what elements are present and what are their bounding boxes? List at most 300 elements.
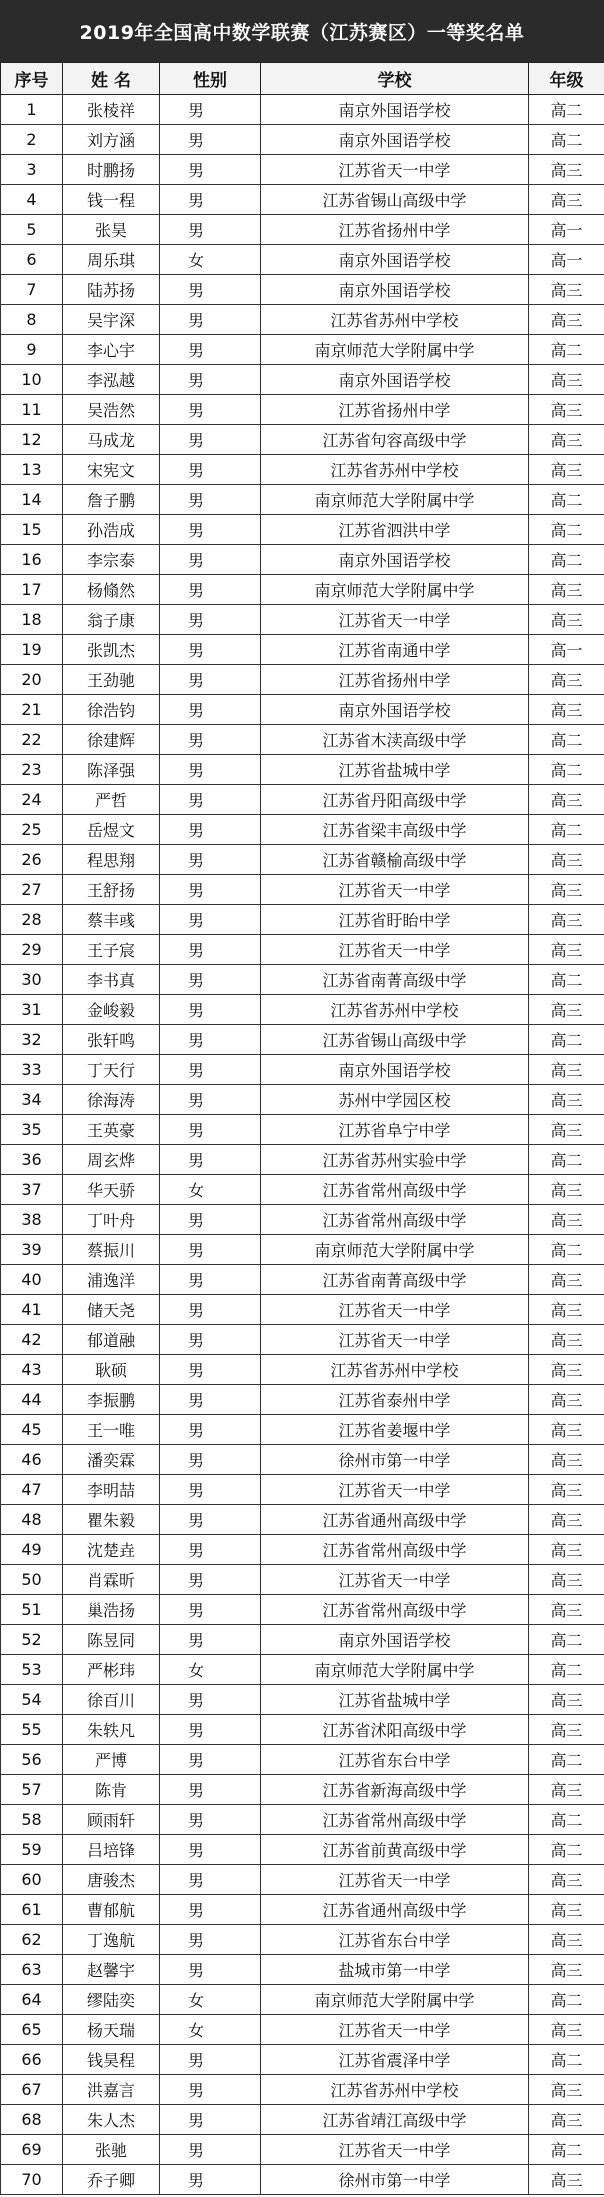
table-row (1, 185, 604, 215)
cell-no: 23 (1, 755, 63, 785)
table-row (1, 665, 604, 695)
cell-school: 江苏省天一中学 (261, 2135, 529, 2165)
cell-grade: 高三 (529, 275, 604, 305)
table-row (1, 1955, 604, 1985)
cell-no: 10 (1, 365, 63, 395)
cell-school: 江苏省震泽中学 (261, 2045, 529, 2075)
cell-name: 李明喆 (63, 1475, 160, 1505)
cell-gender: 男 (160, 1085, 261, 1115)
header-name: 姓 名 (63, 63, 160, 95)
cell-gender: 男 (160, 95, 261, 125)
cell-school: 南京师范大学附属中学 (261, 1985, 529, 2015)
cell-name: 陈肯 (63, 1775, 160, 1805)
cell-grade: 高二 (529, 965, 604, 995)
cell-no: 64 (1, 1985, 63, 2015)
table-row (1, 785, 604, 815)
cell-gender: 男 (160, 1355, 261, 1385)
cell-grade: 高二 (529, 1625, 604, 1655)
cell-no: 66 (1, 2045, 63, 2075)
cell-name: 肖霖昕 (63, 1565, 160, 1595)
cell-gender: 男 (160, 155, 261, 185)
cell-grade: 高三 (529, 1445, 604, 1475)
cell-no: 68 (1, 2105, 63, 2135)
cell-school: 南京师范大学附属中学 (261, 1655, 529, 1685)
cell-gender: 男 (160, 1265, 261, 1295)
table-row (1, 1655, 604, 1685)
cell-name: 张棱祥 (63, 95, 160, 125)
cell-gender: 男 (160, 485, 261, 515)
table-row (1, 2045, 604, 2075)
table-row (1, 1265, 604, 1295)
cell-grade: 高二 (529, 2045, 604, 2075)
cell-name: 杨翛然 (63, 575, 160, 605)
table-row (1, 1865, 604, 1895)
cell-grade: 高二 (529, 1145, 604, 1175)
cell-school: 江苏省东台中学 (261, 1745, 529, 1775)
cell-name: 岳煜文 (63, 815, 160, 845)
cell-school: 江苏省泗洪中学 (261, 515, 529, 545)
cell-grade: 高三 (529, 1385, 604, 1415)
cell-gender: 男 (160, 1535, 261, 1565)
table-row (1, 635, 604, 665)
cell-grade: 高二 (529, 1655, 604, 1685)
cell-gender: 男 (160, 965, 261, 995)
cell-grade: 高二 (529, 515, 604, 545)
cell-gender: 男 (160, 2075, 261, 2105)
cell-school: 江苏省苏州中学校 (261, 455, 529, 485)
table-row (1, 1835, 604, 1865)
table-row (1, 515, 604, 545)
cell-name: 陈泽强 (63, 755, 160, 785)
table-row (1, 575, 604, 605)
cell-name: 詹子鹏 (63, 485, 160, 515)
cell-name: 吕培锋 (63, 1835, 160, 1865)
cell-no: 26 (1, 845, 63, 875)
cell-school: 江苏省天一中学 (261, 875, 529, 905)
cell-no: 61 (1, 1895, 63, 1925)
header-no: 序号 (1, 63, 63, 95)
cell-no: 46 (1, 1445, 63, 1475)
cell-no: 56 (1, 1745, 63, 1775)
cell-school: 江苏省天一中学 (261, 935, 529, 965)
table-row (1, 1895, 604, 1925)
cell-name: 缪陆奕 (63, 1985, 160, 2015)
cell-name: 赵馨宇 (63, 1955, 160, 1985)
cell-name: 徐海涛 (63, 1085, 160, 1115)
cell-gender: 男 (160, 1805, 261, 1835)
cell-grade: 高三 (529, 1865, 604, 1895)
cell-school: 南京师范大学附属中学 (261, 335, 529, 365)
cell-name: 华天骄 (63, 1175, 160, 1205)
cell-name: 吴浩然 (63, 395, 160, 425)
cell-no: 47 (1, 1475, 63, 1505)
table-row (1, 1925, 604, 1955)
table-row (1, 2135, 604, 2165)
cell-school: 南京外国语学校 (261, 695, 529, 725)
cell-no: 58 (1, 1805, 63, 1835)
cell-gender: 男 (160, 275, 261, 305)
cell-gender: 男 (160, 1865, 261, 1895)
cell-grade: 高二 (529, 125, 604, 155)
cell-school: 南京外国语学校 (261, 125, 529, 155)
table-row (1, 1595, 604, 1625)
cell-grade: 高二 (529, 1025, 604, 1055)
cell-grade: 高二 (529, 545, 604, 575)
cell-no: 30 (1, 965, 63, 995)
cell-grade: 高三 (529, 1475, 604, 1505)
cell-no: 27 (1, 875, 63, 905)
cell-school: 江苏省天一中学 (261, 1295, 529, 1325)
cell-school: 江苏省常州高级中学 (261, 1205, 529, 1235)
cell-gender: 男 (160, 785, 261, 815)
cell-grade: 高三 (529, 455, 604, 485)
cell-no: 24 (1, 785, 63, 815)
table-row (1, 1685, 604, 1715)
cell-no: 59 (1, 1835, 63, 1865)
table-row (1, 1565, 604, 1595)
cell-school: 江苏省扬州中学 (261, 395, 529, 425)
table-row (1, 1535, 604, 1565)
cell-no: 51 (1, 1595, 63, 1625)
cell-grade: 高三 (529, 995, 604, 1025)
cell-grade: 高三 (529, 395, 604, 425)
cell-gender: 男 (160, 515, 261, 545)
cell-school: 江苏省新海高级中学 (261, 1775, 529, 1805)
table-row (1, 1475, 604, 1505)
cell-grade: 高三 (529, 605, 604, 635)
cell-gender: 男 (160, 125, 261, 155)
table-row (1, 905, 604, 935)
cell-grade: 高三 (529, 1895, 604, 1925)
cell-grade: 高三 (529, 1595, 604, 1625)
cell-no: 54 (1, 1685, 63, 1715)
table-row (1, 1145, 604, 1175)
cell-name: 翁子康 (63, 605, 160, 635)
cell-gender: 男 (160, 995, 261, 1025)
cell-grade: 高三 (529, 935, 604, 965)
cell-gender: 男 (160, 1895, 261, 1925)
cell-school: 江苏省常州高级中学 (261, 1595, 529, 1625)
cell-gender: 男 (160, 545, 261, 575)
cell-grade: 高三 (529, 2015, 604, 2045)
cell-school: 南京外国语学校 (261, 275, 529, 305)
cell-gender: 男 (160, 1505, 261, 1535)
cell-grade: 高三 (529, 1925, 604, 1955)
cell-name: 周乐琪 (63, 245, 160, 275)
cell-grade: 高二 (529, 725, 604, 755)
cell-name: 王子宸 (63, 935, 160, 965)
cell-grade: 高二 (529, 95, 604, 125)
table-row (1, 1745, 604, 1775)
cell-no: 60 (1, 1865, 63, 1895)
award-table (0, 62, 604, 2195)
cell-name: 李宗泰 (63, 545, 160, 575)
cell-school: 江苏省句容高级中学 (261, 425, 529, 455)
table-row (1, 395, 604, 425)
cell-school: 江苏省天一中学 (261, 1475, 529, 1505)
table-row (1, 1205, 604, 1235)
cell-no: 35 (1, 1115, 63, 1145)
cell-grade: 高三 (529, 1535, 604, 1565)
cell-no: 70 (1, 2165, 63, 2195)
cell-grade: 高二 (529, 1745, 604, 1775)
cell-name: 王一唯 (63, 1415, 160, 1445)
cell-grade: 高三 (529, 2075, 604, 2105)
table-row (1, 2165, 604, 2195)
table-row (1, 1325, 604, 1355)
cell-grade: 高二 (529, 2135, 604, 2165)
table-body (1, 95, 604, 2195)
cell-name: 马成龙 (63, 425, 160, 455)
cell-no: 48 (1, 1505, 63, 1535)
cell-gender: 男 (160, 1235, 261, 1265)
cell-gender: 女 (160, 1655, 261, 1685)
cell-gender: 男 (160, 365, 261, 395)
cell-gender: 男 (160, 1385, 261, 1415)
cell-grade: 高三 (529, 2165, 604, 2195)
cell-name: 刘方涵 (63, 125, 160, 155)
cell-school: 江苏省木渎高级中学 (261, 725, 529, 755)
table-row (1, 455, 604, 485)
table-row (1, 1085, 604, 1115)
cell-school: 江苏省锡山高级中学 (261, 1025, 529, 1055)
cell-grade: 高三 (529, 1085, 604, 1115)
cell-grade: 高三 (529, 425, 604, 455)
cell-name: 王英豪 (63, 1115, 160, 1145)
cell-no: 4 (1, 185, 63, 215)
cell-school: 南京外国语学校 (261, 365, 529, 395)
cell-school: 江苏省阜宁中学 (261, 1115, 529, 1145)
cell-grade: 高三 (529, 1415, 604, 1445)
cell-name: 洪嘉言 (63, 2075, 160, 2105)
table-row (1, 305, 604, 335)
table-row (1, 545, 604, 575)
cell-name: 瞿朱毅 (63, 1505, 160, 1535)
cell-gender: 男 (160, 1145, 261, 1175)
cell-no: 33 (1, 1055, 63, 1085)
cell-gender: 男 (160, 2165, 261, 2195)
cell-no: 21 (1, 695, 63, 725)
cell-grade: 高二 (529, 485, 604, 515)
table-header-row (1, 63, 604, 95)
cell-no: 25 (1, 815, 63, 845)
cell-school: 江苏省苏州中学校 (261, 1355, 529, 1385)
cell-grade: 高三 (529, 365, 604, 395)
table-row (1, 995, 604, 1025)
cell-school: 南京师范大学附属中学 (261, 1235, 529, 1265)
table-row (1, 875, 604, 905)
cell-no: 7 (1, 275, 63, 305)
cell-name: 严哲 (63, 785, 160, 815)
cell-name: 徐建辉 (63, 725, 160, 755)
cell-grade: 高三 (529, 845, 604, 875)
cell-grade: 高二 (529, 815, 604, 845)
cell-school: 江苏省赣榆高级中学 (261, 845, 529, 875)
cell-no: 45 (1, 1415, 63, 1445)
table-row (1, 2015, 604, 2045)
cell-gender: 男 (160, 185, 261, 215)
cell-no: 17 (1, 575, 63, 605)
cell-name: 钱昊程 (63, 2045, 160, 2075)
cell-no: 6 (1, 245, 63, 275)
cell-name: 朱人杰 (63, 2105, 160, 2135)
table-row (1, 965, 604, 995)
cell-no: 3 (1, 155, 63, 185)
cell-name: 金峻毅 (63, 995, 160, 1025)
cell-gender: 男 (160, 605, 261, 635)
cell-gender: 男 (160, 815, 261, 845)
cell-school: 江苏省常州高级中学 (261, 1535, 529, 1565)
cell-grade: 高三 (529, 1775, 604, 1805)
cell-gender: 男 (160, 455, 261, 485)
cell-grade: 高三 (529, 1565, 604, 1595)
cell-name: 陆苏扬 (63, 275, 160, 305)
table-row (1, 2075, 604, 2105)
cell-school: 江苏省常州高级中学 (261, 1805, 529, 1835)
cell-school: 江苏省扬州中学 (261, 665, 529, 695)
cell-grade: 高三 (529, 575, 604, 605)
cell-grade: 高三 (529, 1685, 604, 1715)
cell-school: 江苏省苏州实验中学 (261, 1145, 529, 1175)
cell-grade: 高二 (529, 1235, 604, 1265)
cell-no: 44 (1, 1385, 63, 1415)
cell-no: 20 (1, 665, 63, 695)
cell-grade: 高二 (529, 755, 604, 785)
cell-gender: 男 (160, 1475, 261, 1505)
table-row (1, 1775, 604, 1805)
cell-name: 张轩鸣 (63, 1025, 160, 1055)
table-row (1, 1805, 604, 1835)
cell-name: 时鹏扬 (63, 155, 160, 185)
table-row (1, 755, 604, 785)
cell-gender: 男 (160, 635, 261, 665)
table-row (1, 275, 604, 305)
cell-no: 2 (1, 125, 63, 155)
cell-no: 40 (1, 1265, 63, 1295)
cell-grade: 高三 (529, 1115, 604, 1145)
cell-gender: 男 (160, 1415, 261, 1445)
cell-no: 29 (1, 935, 63, 965)
cell-no: 50 (1, 1565, 63, 1595)
cell-gender: 男 (160, 1295, 261, 1325)
cell-name: 丁逸航 (63, 1925, 160, 1955)
cell-gender: 女 (160, 2015, 261, 2045)
cell-gender: 男 (160, 335, 261, 365)
cell-school: 江苏省盐城中学 (261, 1685, 529, 1715)
cell-school: 江苏省天一中学 (261, 1565, 529, 1595)
table-row (1, 1385, 604, 1415)
cell-school: 江苏省天一中学 (261, 155, 529, 185)
cell-no: 53 (1, 1655, 63, 1685)
cell-school: 南京师范大学附属中学 (261, 575, 529, 605)
cell-gender: 男 (160, 1685, 261, 1715)
cell-no: 36 (1, 1145, 63, 1175)
table-row (1, 1175, 604, 1205)
cell-gender: 女 (160, 1175, 261, 1205)
table-row (1, 215, 604, 245)
cell-name: 王劲驰 (63, 665, 160, 695)
cell-no: 62 (1, 1925, 63, 1955)
cell-name: 唐骏杰 (63, 1865, 160, 1895)
cell-gender: 男 (160, 1775, 261, 1805)
cell-gender: 男 (160, 1115, 261, 1145)
cell-no: 14 (1, 485, 63, 515)
cell-grade: 高三 (529, 1355, 604, 1385)
cell-no: 22 (1, 725, 63, 755)
cell-no: 63 (1, 1955, 63, 1985)
cell-name: 李心宇 (63, 335, 160, 365)
cell-school: 江苏省沭阳高级中学 (261, 1715, 529, 1745)
cell-grade: 高一 (529, 635, 604, 665)
cell-name: 李振鹏 (63, 1385, 160, 1415)
cell-school: 江苏省扬州中学 (261, 215, 529, 245)
cell-no: 41 (1, 1295, 63, 1325)
header-school: 学校 (261, 63, 529, 95)
cell-school: 江苏省天一中学 (261, 2015, 529, 2045)
cell-no: 31 (1, 995, 63, 1025)
table-row (1, 845, 604, 875)
cell-name: 杨天瑞 (63, 2015, 160, 2045)
cell-gender: 男 (160, 2045, 261, 2075)
cell-school: 江苏省苏州中学校 (261, 2075, 529, 2105)
cell-no: 1 (1, 95, 63, 125)
cell-gender: 女 (160, 1985, 261, 2015)
cell-no: 11 (1, 395, 63, 425)
cell-no: 15 (1, 515, 63, 545)
cell-no: 67 (1, 2075, 63, 2105)
cell-name: 蔡振川 (63, 1235, 160, 1265)
cell-name: 张昊 (63, 215, 160, 245)
table-row (1, 605, 604, 635)
cell-school: 南京外国语学校 (261, 545, 529, 575)
cell-school: 江苏省苏州中学校 (261, 995, 529, 1025)
cell-gender: 男 (160, 1835, 261, 1865)
cell-school: 南京外国语学校 (261, 95, 529, 125)
cell-no: 19 (1, 635, 63, 665)
cell-school: 江苏省梁丰高级中学 (261, 815, 529, 845)
cell-grade: 高一 (529, 215, 604, 245)
table-row (1, 2105, 604, 2135)
cell-gender: 男 (160, 1325, 261, 1355)
cell-name: 吴宇深 (63, 305, 160, 335)
document-title: 2019年全国高中数学联赛（江苏赛区）一等奖名单 (0, 0, 604, 62)
cell-gender: 男 (160, 1565, 261, 1595)
cell-grade: 高三 (529, 185, 604, 215)
cell-no: 12 (1, 425, 63, 455)
cell-no: 39 (1, 1235, 63, 1265)
cell-no: 65 (1, 2015, 63, 2045)
cell-name: 宋宪文 (63, 455, 160, 485)
cell-grade: 高二 (529, 335, 604, 365)
cell-gender: 男 (160, 305, 261, 335)
cell-school: 苏州中学园区校 (261, 1085, 529, 1115)
cell-gender: 男 (160, 2135, 261, 2165)
cell-school: 盐城市第一中学 (261, 1955, 529, 1985)
header-grade: 年级 (529, 63, 604, 95)
cell-grade: 高三 (529, 1955, 604, 1985)
cell-no: 69 (1, 2135, 63, 2165)
cell-gender: 男 (160, 905, 261, 935)
cell-no: 18 (1, 605, 63, 635)
cell-gender: 男 (160, 695, 261, 725)
cell-gender: 男 (160, 1055, 261, 1085)
cell-school: 江苏省南菁高级中学 (261, 1265, 529, 1295)
cell-name: 钱一程 (63, 185, 160, 215)
table-row (1, 1505, 604, 1535)
cell-school: 江苏省前黄高级中学 (261, 1835, 529, 1865)
cell-no: 55 (1, 1715, 63, 1745)
cell-gender: 男 (160, 1715, 261, 1745)
